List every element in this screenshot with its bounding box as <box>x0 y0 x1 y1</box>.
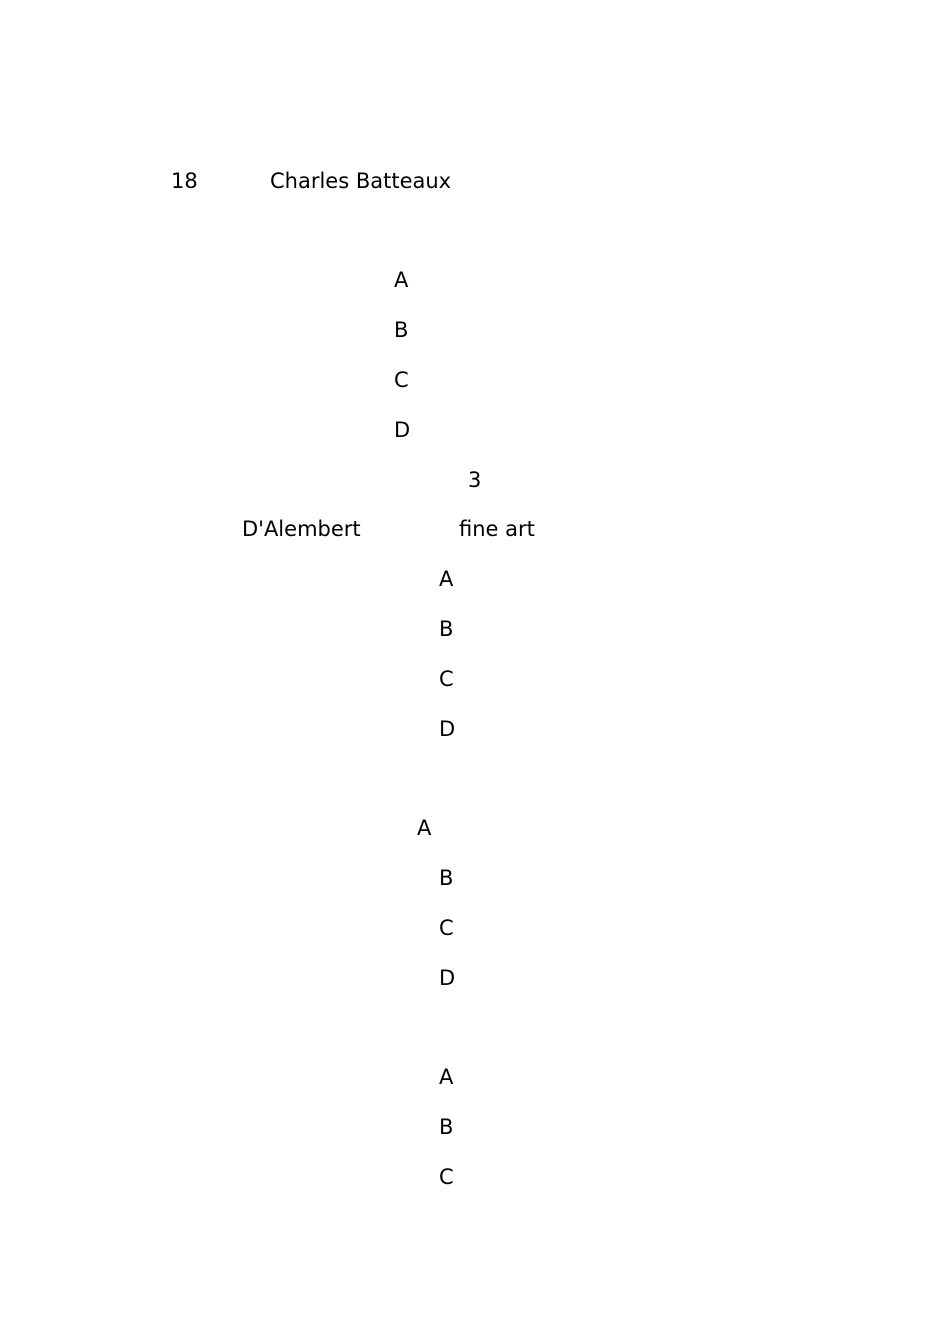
option-label: D <box>439 717 456 741</box>
option-label: C <box>439 667 454 691</box>
option-label: D <box>394 418 411 442</box>
option-label: D <box>439 966 456 990</box>
option-label: B <box>439 866 454 890</box>
option-label: B <box>439 617 454 641</box>
option-label: C <box>439 1165 454 1189</box>
author-name: Charles Batteaux <box>270 169 452 193</box>
option-label: A <box>394 268 409 292</box>
option-label: A <box>417 816 432 840</box>
question-number: 18 <box>171 169 198 193</box>
option-label: B <box>439 1115 454 1139</box>
term-left: D'Alembert <box>242 517 361 541</box>
option-label: B <box>394 318 409 342</box>
option-label: A <box>439 1065 454 1089</box>
option-label: A <box>439 567 454 591</box>
option-label: C <box>439 916 454 940</box>
question-number: 3 <box>468 468 482 492</box>
term-right: fine art <box>459 517 535 541</box>
option-label: C <box>394 368 409 392</box>
